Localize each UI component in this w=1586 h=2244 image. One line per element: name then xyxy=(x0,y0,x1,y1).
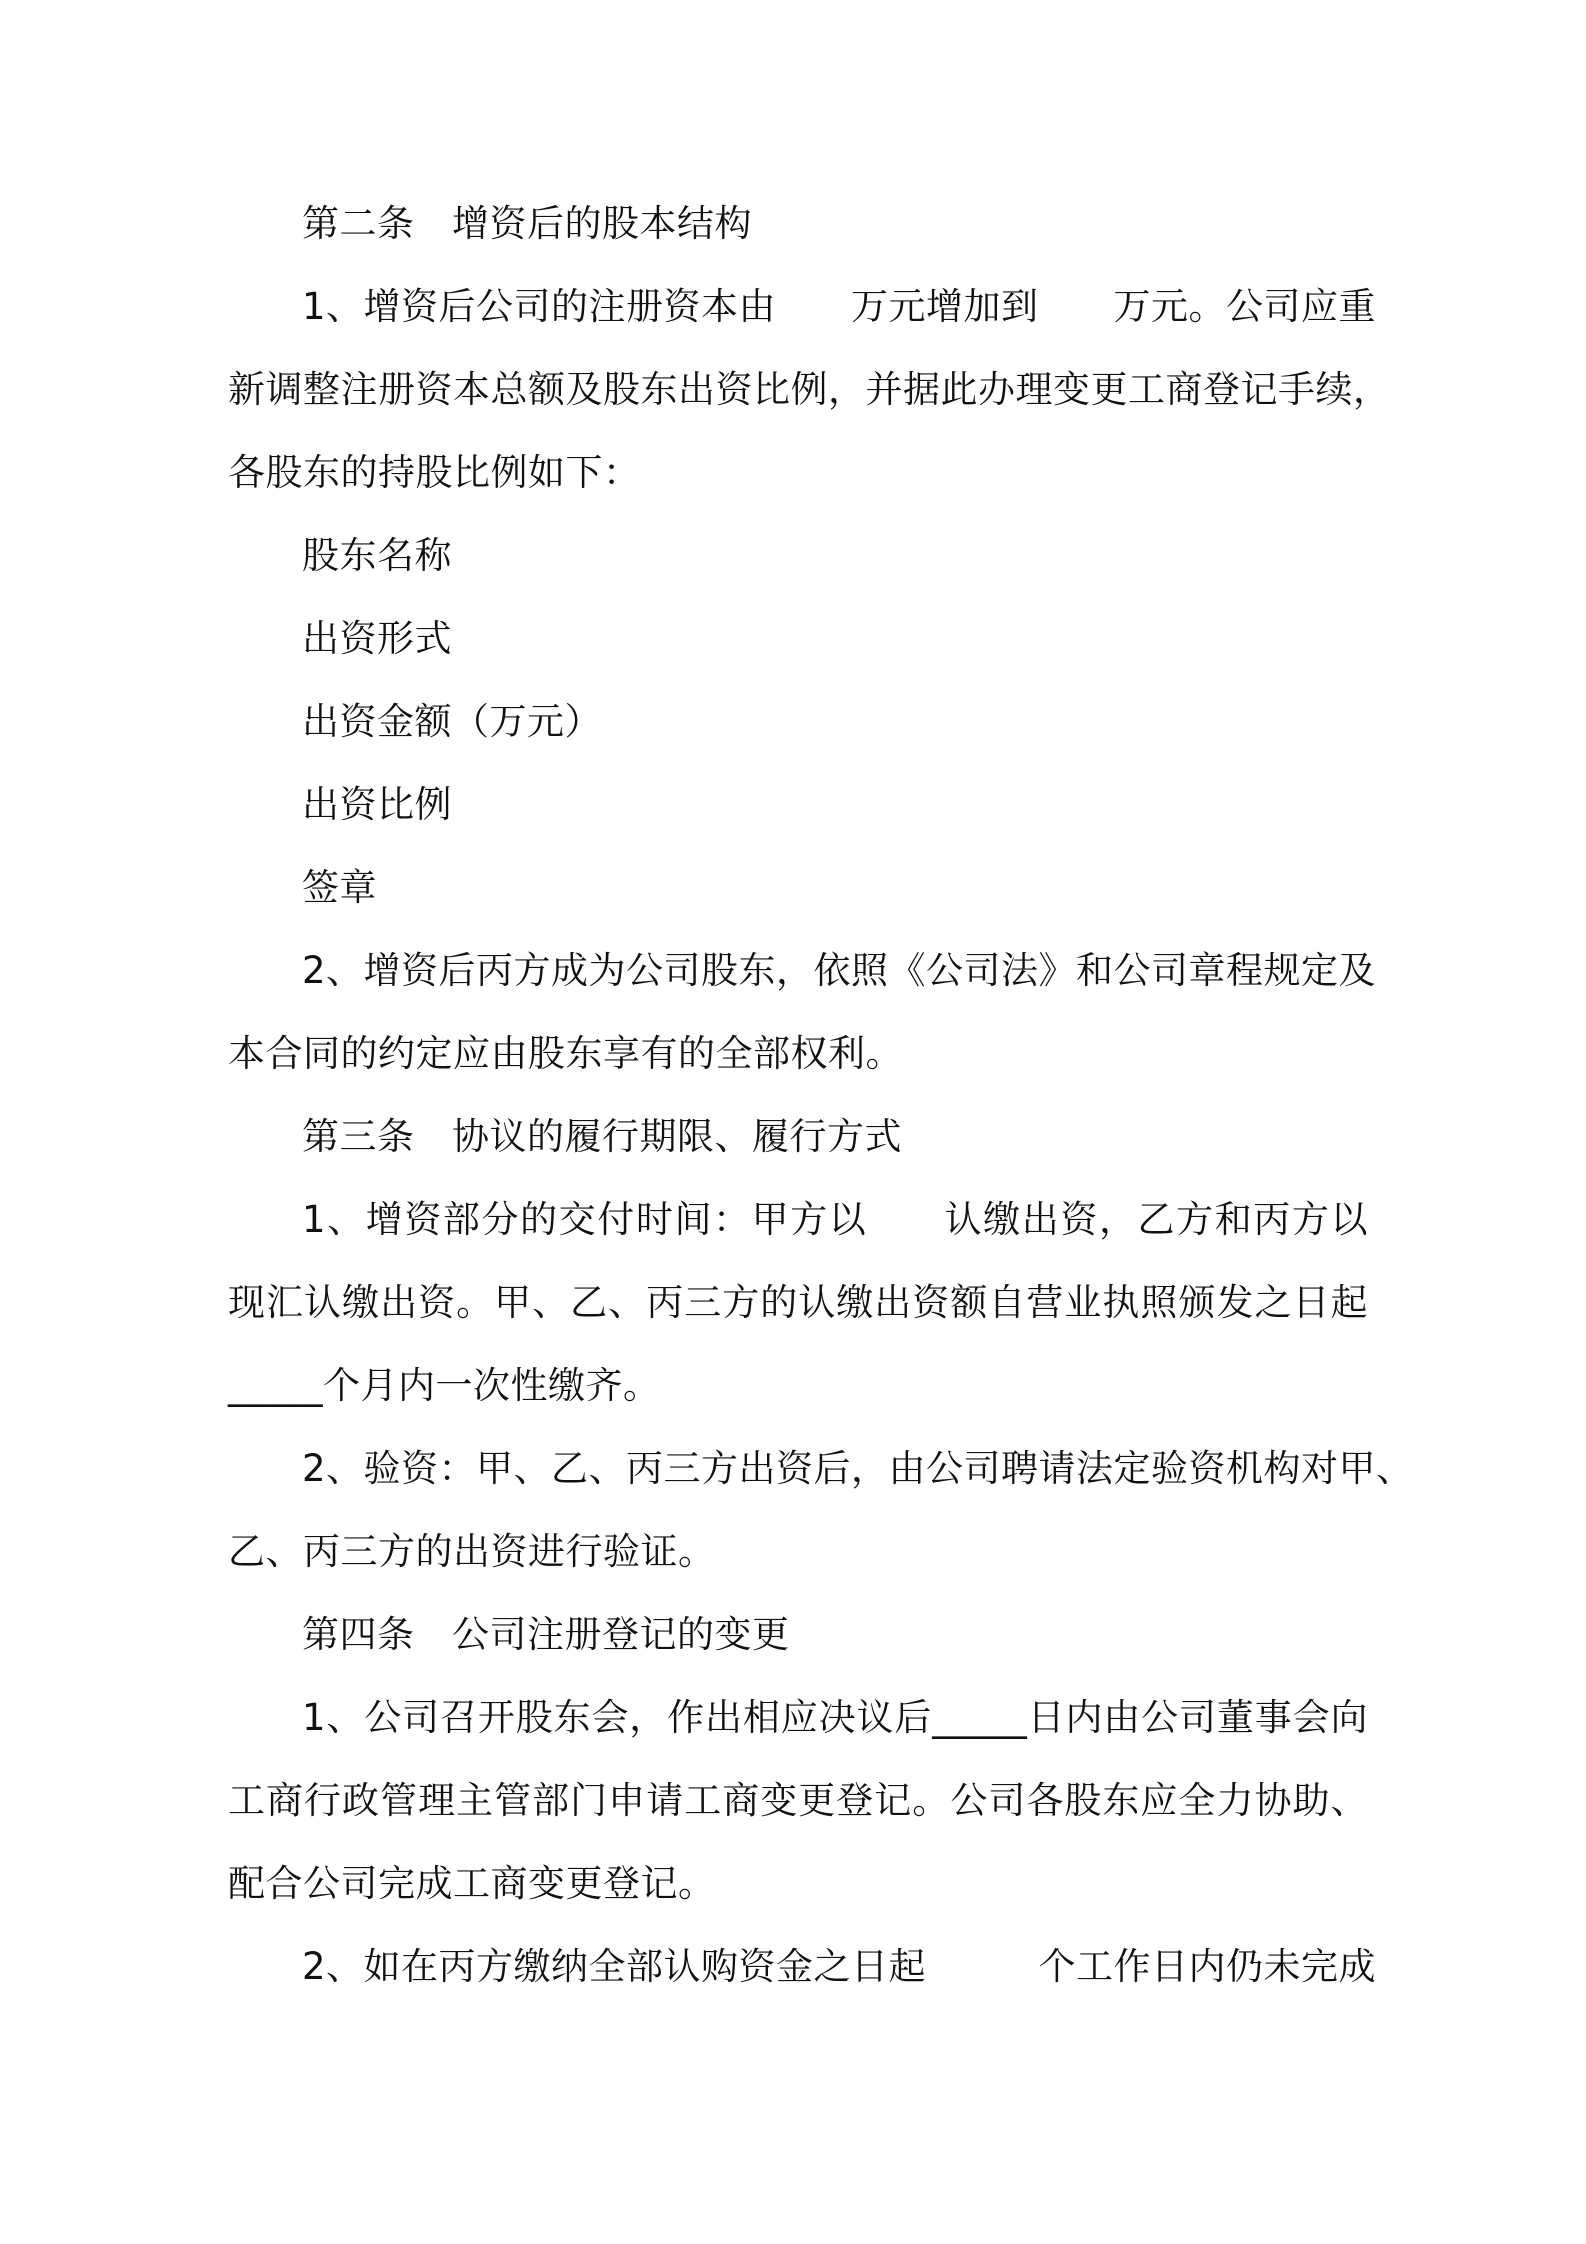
paragraph-line: 2、验资：甲、乙、丙三方出资后，由公司聘请法定验资机构对甲、 xyxy=(302,1447,1414,1490)
table-field-signature: 签章 xyxy=(302,866,377,909)
paragraph-line: 1、增资后公司的注册资本由 万元增加到 万元。公司应重 xyxy=(302,285,1377,328)
paragraph-line: 本合同的约定应由股东享有的全部权利。 xyxy=(228,1032,903,1075)
table-field-contribution-amount: 出资金额（万元） xyxy=(302,700,602,743)
paragraph-line: 乙、丙三方的出资进行验证。 xyxy=(228,1530,716,1573)
paragraph-line: 1、公司召开股东会，作出相应决议后_____日内由公司董事会向 xyxy=(302,1696,1368,1739)
paragraph-line: 现汇认缴出资。甲、乙、丙三方的认缴出资额自营业执照颁发之日起 xyxy=(228,1281,1368,1324)
paragraph-line: 各股东的持股比例如下： xyxy=(228,451,641,494)
table-field-contribution-form: 出资形式 xyxy=(302,617,452,660)
table-field-contribution-ratio: 出资比例 xyxy=(302,783,452,826)
paragraph-line: 新调整注册资本总额及股东出资比例，并据此办理变更工商登记手续， xyxy=(228,368,1391,411)
table-field-shareholder-name: 股东名称 xyxy=(302,534,452,577)
article-3-heading: 第三条 协议的履行期限、履行方式 xyxy=(302,1115,902,1158)
paragraph-line: 工商行政管理主管部门申请工商变更登记。公司各股东应全力协助、 xyxy=(228,1779,1368,1822)
paragraph-line: _____个月内一次性缴齐。 xyxy=(228,1364,661,1407)
article-4-heading: 第四条 公司注册登记的变更 xyxy=(302,1613,790,1656)
paragraph-line: 配合公司完成工商变更登记。 xyxy=(228,1862,716,1905)
paragraph-line: 2、如在丙方缴纳全部认购资金之日起 个工作日内仍未完成 xyxy=(302,1945,1377,1988)
article-2-heading: 第二条 增资后的股本结构 xyxy=(302,202,752,245)
paragraph-line: 1、增资部分的交付时间：甲方以 认缴出资，乙方和丙方以 xyxy=(302,1198,1368,1241)
paragraph-line: 2、增资后丙方成为公司股东，依照《公司法》和公司章程规定及 xyxy=(302,949,1377,992)
